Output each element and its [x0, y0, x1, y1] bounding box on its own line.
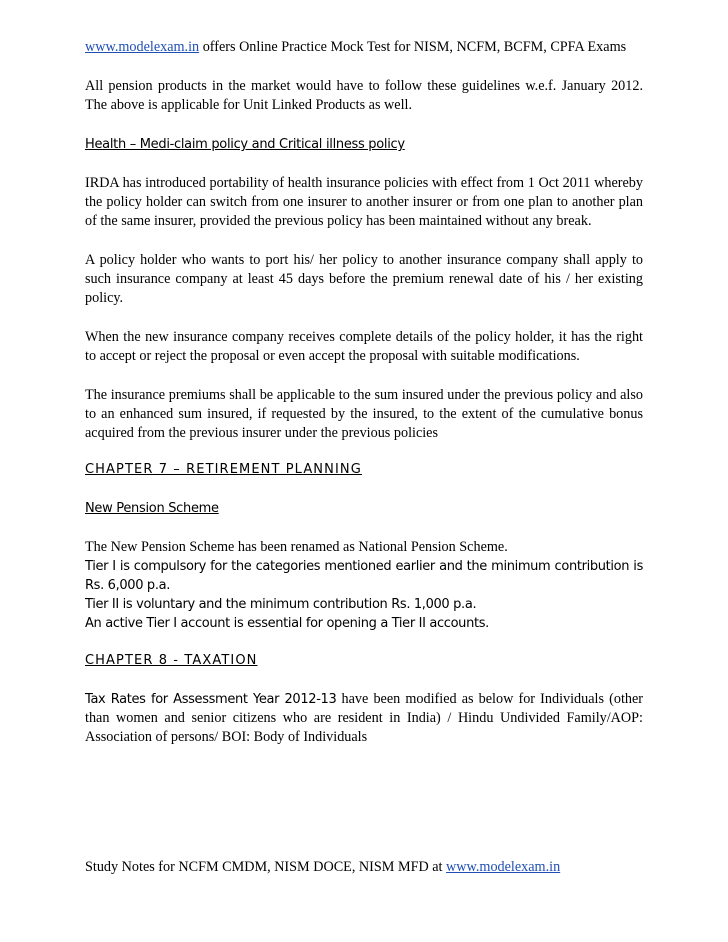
health-paragraph-2: A policy holder who wants to port his/ her policy to another insurance company shall apply to such insurance company at least 45 days before the premium renewal date of his / her existing policy.: [85, 252, 643, 306]
health-paragraph-3: When the new insurance company receives complete details of the policy holder, it has the right to accept or reject the proposal or even accept the proposal with suitable modifications.: [85, 329, 643, 364]
page-footer: [85, 858, 643, 877]
health-heading: Health – Medi-claim policy and Critical illness policy: [85, 137, 405, 152]
document-page: [85, 38, 643, 747]
header-site-link[interactable]: www.modelexam.in: [85, 39, 200, 55]
tax-paragraph: [85, 690, 643, 747]
intro-paragraph: All pension products in the market would have to follow these guidelines w.e.f. January 2012. The above is applicable for Unit Linked Products as well.: [85, 78, 643, 113]
pension-paragraph-2: Tier I is compulsory for the categories mentioned earlier and the minimum contribution is Rs. 6,000 p.a.: [85, 559, 643, 593]
header-text: offers Online Practice Mock Test for NISM, NCFM, BCFM, CPFA Exams: [199, 39, 627, 55]
chapter8-heading: CHAPTER 8 - TAXATION: [85, 653, 258, 668]
pension-paragraph-4: An active Tier I account is essential for opening a Tier II accounts.: [85, 616, 489, 631]
page-header: [85, 38, 643, 57]
health-paragraph-1: IRDA has introduced portability of health insurance policies with effect from 1 Oct 2011 whereby the policy holder can switch from one insurer to another insurer or from one plan to another plan of the same insurer, provided the previous policy has been maintained without any break.: [85, 175, 643, 229]
health-paragraph-4: The insurance premiums shall be applicable to the sum insured under the previous policy and also to an enhanced sum insured, if requested by the insured, to the extent of the cumulative bonus acquired from the previous insurer under the previous policies: [85, 387, 643, 441]
tax-lead: Tax Rates for Assessment Year 2012-13: [85, 692, 337, 707]
tax-rest: have been modified as below for Individuals (other than women and senior citizens who are resident in India) / Hindu Undivided Family/AOP: Association of persons/ BOI: Body of Individuals: [85, 691, 643, 745]
pension-paragraph-3: Tier II is voluntary and the minimum contribution Rs. 1,000 p.a.: [85, 597, 477, 612]
pension-subheading: New Pension Scheme: [85, 501, 219, 516]
pension-paragraph-1: The New Pension Scheme has been renamed as National Pension Scheme.: [85, 539, 508, 555]
footer-site-link[interactable]: www.modelexam.in: [446, 859, 561, 875]
footer-text: Study Notes for NCFM CMDM, NISM DOCE, NISM MFD at: [85, 859, 447, 875]
chapter7-heading: CHAPTER 7 – RETIREMENT PLANNING: [85, 462, 362, 477]
